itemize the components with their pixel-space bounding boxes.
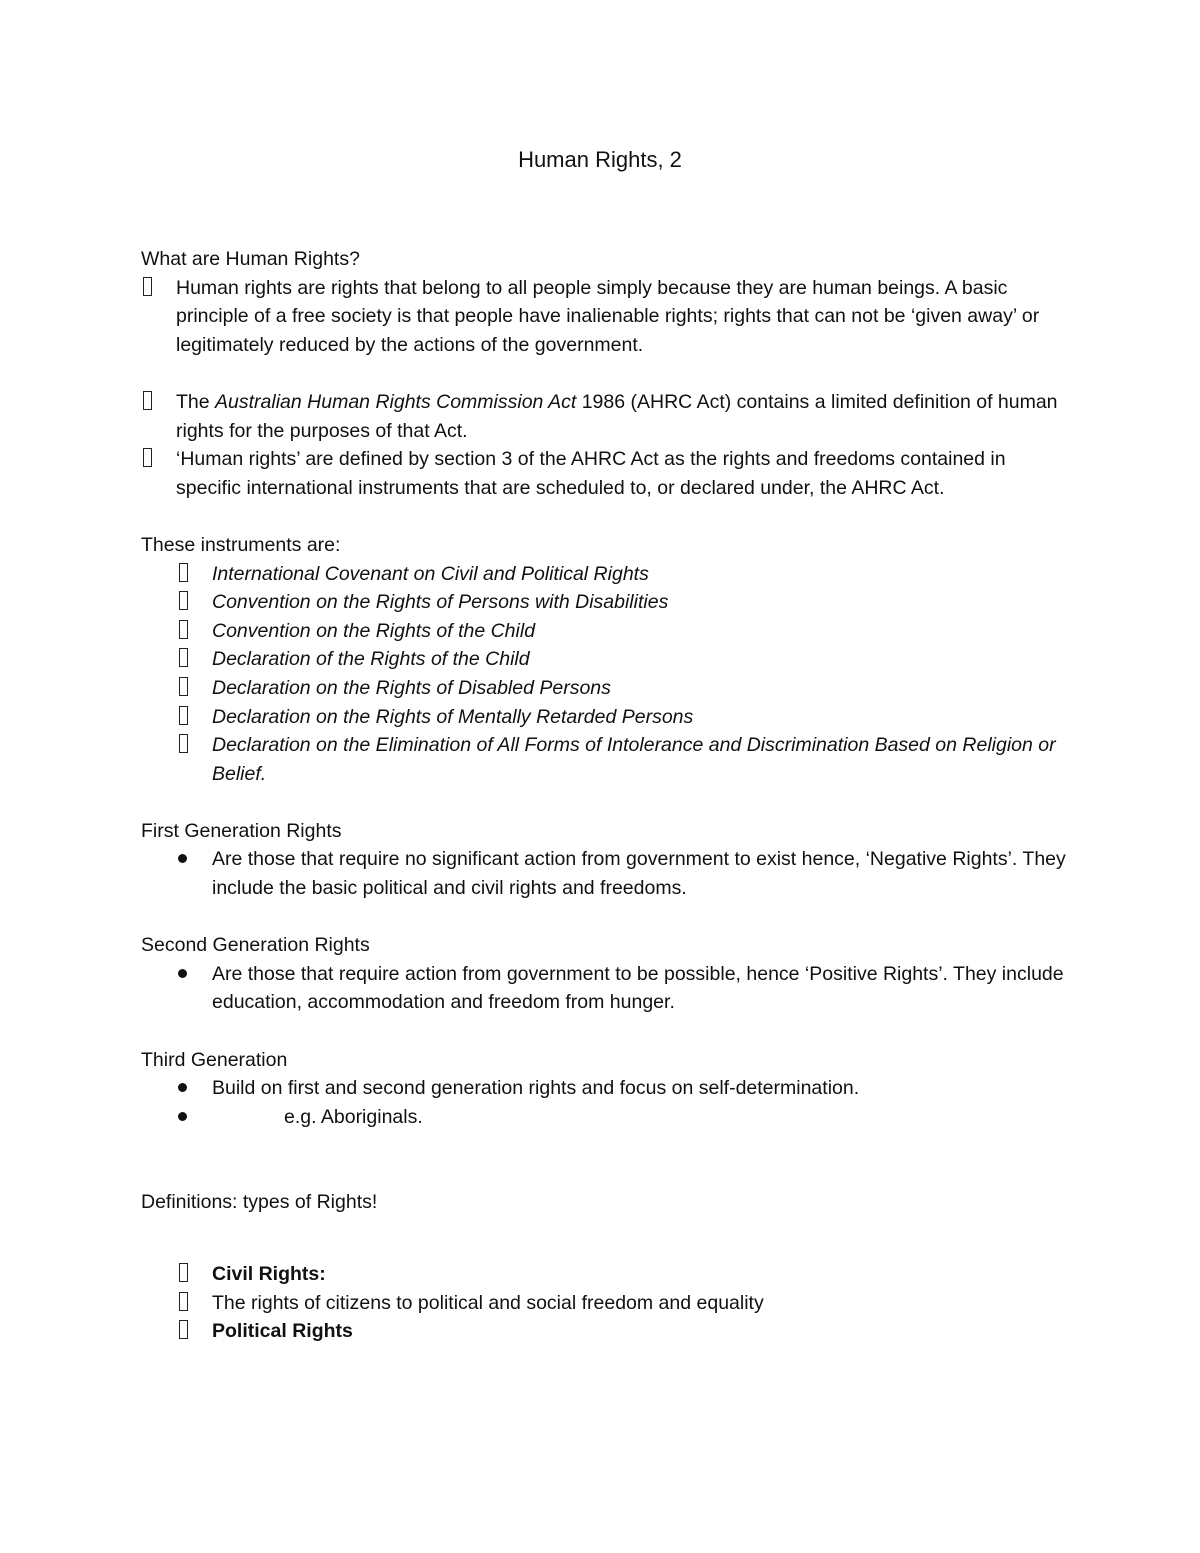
- list-item: [141, 731, 1071, 788]
- list-item: [141, 845, 1071, 902]
- list-item: [141, 1074, 1071, 1103]
- list-item: [141, 617, 1071, 646]
- second-gen-heading: Second Generation Rights: [141, 934, 370, 957]
- list-item: [141, 1289, 1071, 1318]
- third-gen-heading: Third Generation: [141, 1048, 288, 1071]
- instrument-name: Declaration on the Elimination of All Forms of Intolerance and Discrimination Based on Religion or Belief.: [212, 734, 1056, 785]
- instrument-name: Declaration on the Rights of Disabled Persons: [212, 676, 611, 699]
- list-item: [141, 388, 1071, 445]
- list-item: [141, 1260, 1071, 1289]
- civil-rights-title: Civil Rights:: [212, 1263, 326, 1285]
- list-item: [141, 445, 1071, 502]
- ahrc-act-name: Australian Human Rights Commission Act: [215, 390, 577, 413]
- square-bullet-icon: [141, 274, 163, 303]
- square-bullet-icon: [177, 560, 199, 589]
- first-gen-heading: First Generation Rights: [141, 819, 342, 842]
- document-body: [141, 245, 1071, 1346]
- instruments-list: [141, 560, 1071, 789]
- square-bullet-icon: [141, 445, 163, 474]
- list-item: [141, 274, 1071, 360]
- first-gen-text: Are those that require no significant action from government to exist hence, ‘Negative Rights’. They include the basic political and civil rights and freedoms.: [212, 848, 1066, 900]
- second-gen-list: [141, 960, 1071, 1017]
- list-item: [141, 645, 1071, 674]
- instrument-name: Declaration of the Rights of the Child: [212, 648, 530, 671]
- definitions-heading: Definitions: types of Rights!: [141, 1191, 378, 1214]
- square-bullet-icon: [177, 588, 199, 617]
- intro-heading: What are Human Rights?: [141, 248, 360, 270]
- instrument-name: Convention on the Rights of the Child: [212, 619, 536, 642]
- instrument-name: Convention on the Rights of Persons with Disabilities: [212, 591, 669, 614]
- ahrc-pre: The: [176, 390, 216, 413]
- document-title: Human Rights, 2: [518, 147, 682, 172]
- ahrc-post: 1986 (AHRC Act) contains a limited definition of human rights for the purposes of that Act.: [176, 390, 1058, 442]
- list-item: [141, 1317, 1071, 1346]
- square-bullet-icon: [177, 731, 199, 760]
- square-bullet-icon: [177, 645, 199, 674]
- political-rights-title: Political Rights: [212, 1320, 353, 1343]
- square-bullet-icon: [177, 674, 199, 703]
- square-bullet-icon: [177, 1260, 199, 1289]
- ahrc-definition: ‘Human rights’ are defined by section 3 of the AHRC Act as the rights and freedoms contained in specific international instruments that are scheduled to, or declared under, the AHRC Act.: [176, 448, 1006, 499]
- first-gen-list: [141, 845, 1071, 902]
- list-item: [141, 1103, 1071, 1132]
- instrument-name: Declaration on the Rights of Mentally Retarded Persons: [212, 705, 694, 728]
- square-bullet-icon: [177, 617, 199, 646]
- instrument-name: International Covenant on Civil and Political Rights: [212, 562, 649, 585]
- second-gen-text: Are those that require action from government to be possible, hence ‘Positive Rights’. They include education, accommodation and freedom from hunger.: [212, 962, 1064, 1014]
- instruments-heading: These instruments are:: [141, 533, 341, 556]
- square-bullet-icon: [177, 703, 199, 732]
- bullet-dot-icon: [177, 960, 199, 989]
- ahrc-list: [141, 388, 1071, 502]
- intro-list: [141, 274, 1071, 360]
- civil-rights-text: The rights of citizens to political and social freedom and equality: [212, 1291, 764, 1314]
- square-bullet-icon: [177, 1289, 199, 1318]
- definitions-list: [141, 1260, 1071, 1346]
- intro-paragraph-1: Human rights are rights that belong to all people simply because they are human beings. A basic principle of a free society is that people have inalienable rights; rights that can not be ‘given away’ or legitimately reduced by the actions of the government.: [176, 276, 1040, 356]
- third-gen-list: [141, 1074, 1071, 1131]
- list-item: [141, 588, 1071, 617]
- list-item: [141, 960, 1071, 1017]
- bullet-dot-icon: [177, 845, 199, 874]
- third-gen-text: Build on first and second generation rights and focus on self-determination.: [212, 1077, 860, 1100]
- square-bullet-icon: [141, 388, 163, 417]
- third-gen-example: e.g. Aboriginals.: [284, 1105, 423, 1128]
- list-item: [141, 703, 1071, 732]
- square-bullet-icon: [177, 1317, 199, 1346]
- bullet-dot-icon: [177, 1074, 199, 1103]
- bullet-dot-icon: [177, 1103, 199, 1132]
- list-item: [141, 560, 1071, 589]
- list-item: [141, 674, 1071, 703]
